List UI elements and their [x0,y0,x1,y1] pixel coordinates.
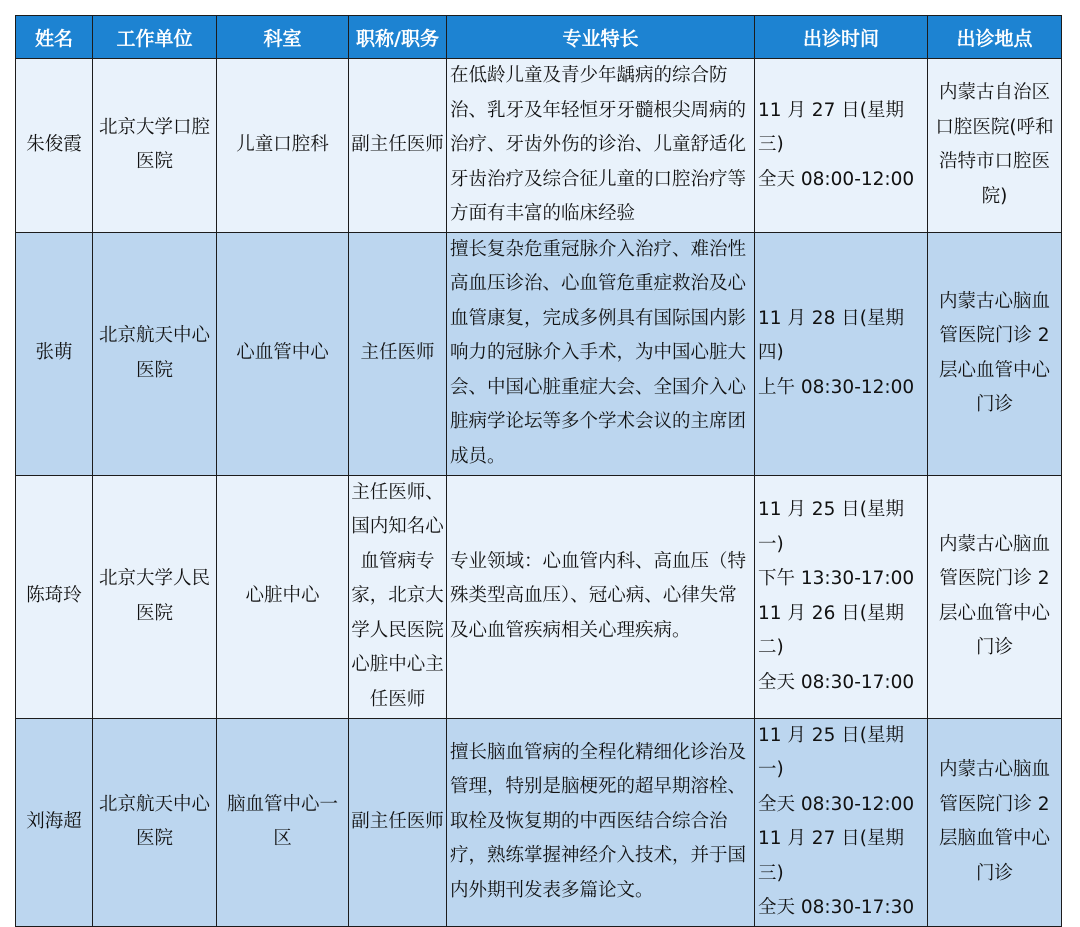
cell-title: 副主任医师 [349,718,447,926]
header-title: 职称/职务 [349,16,447,59]
cell-specialty: 在低龄儿童及青少年龋病的综合防 治、乳牙及年轻恒牙牙髓根尖周病的 治疗、牙齿外伤的诊治、儿童舒适化 牙齿治疗及综合征儿童的口腔治疗等 方面有丰富的临床经验 [447,59,755,233]
table-row [16,232,1062,475]
cell-unit: 北京大学人民 医院 [93,475,217,718]
table-row [16,475,1062,718]
cell-title: 主任医师、 国内知名心 血管病专 家，北京大 学人民医院 心脏中心主 任医师 [349,475,447,718]
cell-specialty: 擅长脑血管病的全程化精细化诊治及 管理，特别是脑梗死的超早期溶栓、 取栓及恢复期的中西医结合综合治 疗，熟练掌握神经介入技术，并于国 内外期刊发表多篇论文。 [447,718,755,926]
table-row [16,718,1062,926]
table-row [16,59,1062,233]
cell-department: 心脏中心 [217,475,349,718]
doctor-schedule-table-container [15,15,1062,927]
cell-name: 朱俊霞 [16,59,93,233]
cell-clinic-location: 内蒙古心脑血 管医院门诊 2 层脑血管中心 门诊 [928,718,1062,926]
cell-specialty: 专业领域：心血管内科、高血压（特 殊类型高血压）、冠心病、心律失常 及心血管疾病相关心理疾病。 [447,475,755,718]
cell-department: 心血管中心 [217,232,349,475]
cell-clinic-location: 内蒙古心脑血 管医院门诊 2 层心血管中心 门诊 [928,232,1062,475]
cell-clinic-time: 11 月 28 日(星期四) 上午 08:30-12:00 [755,232,928,475]
cell-clinic-time: 11 月 25 日(星期一) 全天 08:30-12:00 11 月 27 日(星期三) 全天 08:30-17:30 [755,718,928,926]
cell-clinic-location: 内蒙古心脑血 管医院门诊 2 层心血管中心 门诊 [928,475,1062,718]
header-unit: 工作单位 [93,16,217,59]
table-header-row [16,16,1062,59]
cell-unit: 北京大学口腔 医院 [93,59,217,233]
header-specialty: 专业特长 [447,16,755,59]
cell-name: 张萌 [16,232,93,475]
cell-unit: 北京航天中心 医院 [93,718,217,926]
doctor-schedule-table [15,15,1062,927]
cell-name: 刘海超 [16,718,93,926]
header-clinic-location: 出诊地点 [928,16,1062,59]
cell-specialty: 擅长复杂危重冠脉介入治疗、难治性 高血压诊治、心血管危重症救治及心 血管康复，完成多例具有国际国内影 响力的冠脉介入手术，为中国心脏大 会、中国心脏重症大会、全国介入心 脏病学论坛等多个学术会议的主席团 成员。 [447,232,755,475]
cell-title: 副主任医师 [349,59,447,233]
cell-clinic-location: 内蒙古自治区 口腔医院(呼和 浩特市口腔医 院) [928,59,1062,233]
header-department: 科室 [217,16,349,59]
cell-department: 儿童口腔科 [217,59,349,233]
cell-name: 陈琦玲 [16,475,93,718]
cell-clinic-time: 11 月 25 日(星期一) 下午 13:30-17:00 11 月 26 日(星期二) 全天 08:30-17:00 [755,475,928,718]
header-clinic-time: 出诊时间 [755,16,928,59]
cell-clinic-time: 11 月 27 日(星期三) 全天 08:00-12:00 [755,59,928,233]
header-name: 姓名 [16,16,93,59]
cell-title: 主任医师 [349,232,447,475]
cell-unit: 北京航天中心 医院 [93,232,217,475]
cell-department: 脑血管中心一 区 [217,718,349,926]
